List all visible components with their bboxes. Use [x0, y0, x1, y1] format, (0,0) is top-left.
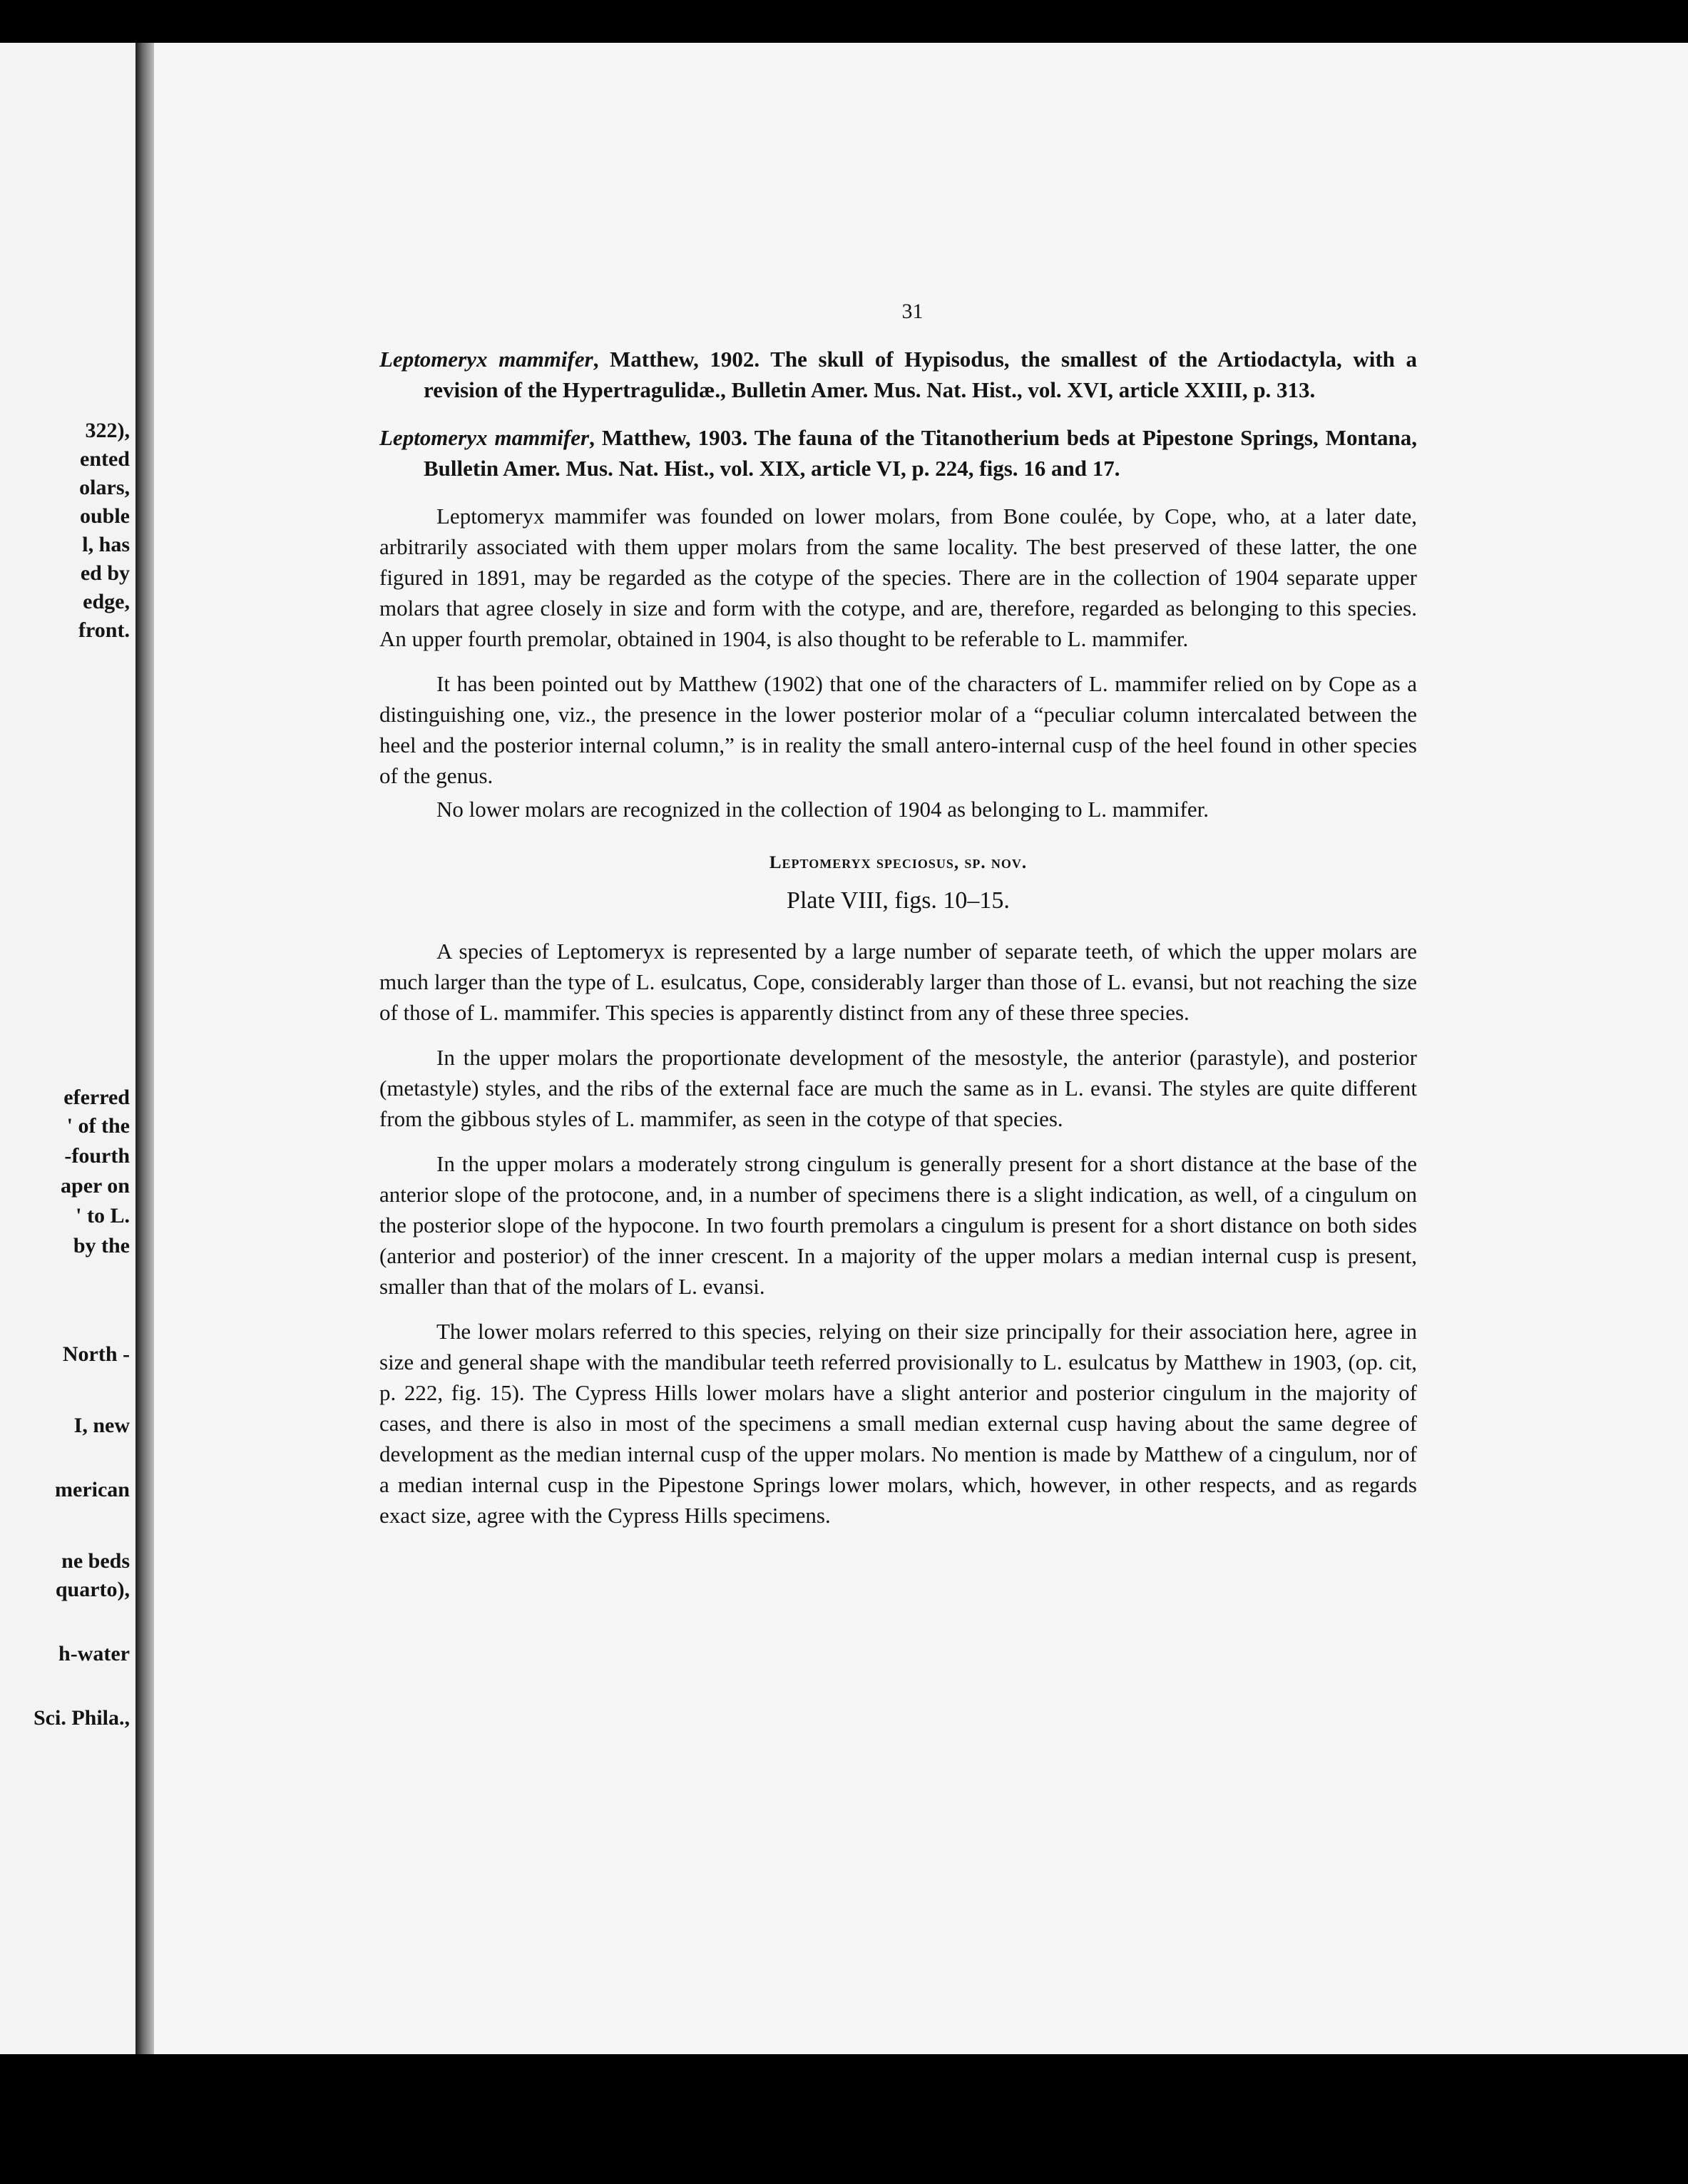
left-page-line: eferred: [63, 1086, 130, 1109]
left-page-line: l, has: [82, 533, 130, 556]
page-content: [379, 296, 1417, 1545]
left-page-line: h-water: [58, 1642, 130, 1665]
left-page-line: merican: [55, 1478, 130, 1501]
paragraph-6: In the upper molars a moderately strong cingulum is generally present for a short distance at the base of the anterior slope of the protocone, and, in a number of specimens there is a slight indication, as well, of a cingulum on the posterior slope of the hypocone. In two fourth premolars a cingulum is present for a short distance on both sides (anterior and posterior) of the inner crescent. In a majority of the upper molars a median internal cusp is present, smaller than that of the molars of L. evansi.: [379, 1151, 1417, 1299]
reference-2-text: , Matthew, 1903. The fauna of the Titanotherium beds at Pipestone Springs, Montana, Bulletin Amer. Mus. Nat. Hist., vol. XIX, article VI, p. 224, figs. 16 and 17.: [424, 425, 1417, 481]
reference-1-text: , Matthew, 1902. The skull of Hypisodus, the smallest of the Artiodactyla, with a revision of the Hypertragulidæ., Bulletin Amer. Mus. Nat. Hist., vol. XVI, article XXIII, p. 313.: [424, 347, 1417, 402]
section-heading: Leptomeryx speciosus, sp. nov.: [769, 853, 1028, 872]
paragraph-2: It has been pointed out by Matthew (1902) that one of the characters of L. mammifer relied on by Cope as a distinguishing one, viz., the presence in the lower posterior molar of a “peculiar column intercalated between the heel and the posterior internal column,” is in reality the small antero-internal cusp of the heel found in other species of the genus.: [379, 671, 1417, 788]
page-number: 31: [901, 300, 924, 323]
reference-2: [379, 422, 1417, 484]
left-page-line: olars,: [79, 476, 130, 499]
left-page-line: -fourth: [64, 1144, 130, 1168]
left-page-line: aper on: [61, 1174, 130, 1198]
left-page-line: by the: [73, 1234, 130, 1257]
left-page-line: ouble: [79, 504, 130, 528]
paragraph-1: Leptomeryx mammifer was founded on lower molars, from Bone coulée, by Cope, who, at a later date, arbitrarily associated with them upper molars from the same locality. The best preserved of these latter, the one figured in 1891, may be regarded as the cotype of the species. There are in the collection of 1904 separate upper molars that agree closely in size and form with the cotype, and are, therefore, regarded as belonging to this species. An upper fourth premolar, obtained in 1904, is also thought to be referable to L. mammifer.: [379, 504, 1417, 651]
book-gutter: [135, 43, 154, 2054]
reference-1: [379, 344, 1417, 405]
left-page-line: I, new: [73, 1414, 130, 1437]
left-page-line: ented: [80, 447, 130, 471]
left-page-line: ' to L.: [76, 1204, 130, 1228]
left-page-line: Sci. Phila.,: [33, 1706, 130, 1730]
left-page-line: North -: [62, 1342, 130, 1366]
main-page: [154, 43, 1688, 2054]
reference-1-species: Leptomeryx mammifer: [379, 347, 593, 372]
paragraph-4: A species of Leptomeryx is represented by a large number of separate teeth, of which the upper molars are much larger than the type of L. esulcatus, Cope, considerably larger than those of L. evansi, but not reaching the size of those of L. mammifer. This species is apparently distinct from any of these three species.: [379, 939, 1417, 1025]
left-page-line: ' of the: [66, 1114, 130, 1138]
left-facing-page: [0, 43, 135, 2054]
left-page-line: quarto),: [55, 1578, 130, 1601]
paragraph-7: The lower molars referred to this species, relying on their size principally for their association here, agree in size and general shape with the mandibular teeth referred provisionally to L. esulcatus by Matthew in 1903, (op. cit, p. 222, fig. 15). The Cypress Hills lower molars have a slight anterior and posterior cingulum in the majority of cases, and there is also in most of the specimens a small median external cusp having about the same degree of development as the median internal cusp of the upper molars. No mention is made by Matthew of a cingulum, nor of a median internal cusp in the Pipestone Springs lower molars, which, however, in other respects, and as regards exact size, agree with the Cypress Hills specimens.: [379, 1319, 1417, 1528]
left-page-line: front.: [78, 618, 130, 642]
left-page-line: ed by: [80, 561, 130, 585]
reference-2-species: Leptomeryx mammifer: [379, 425, 590, 450]
plate-reference: Plate VIII, figs. 10–15.: [787, 887, 1010, 914]
left-page-line: ne beds: [61, 1549, 130, 1573]
paragraph-5: In the upper molars the proportionate development of the mesostyle, the anterior (parastyle), and posterior (metastyle) styles, and the ribs of the external face are much the same as in L. evansi. The styles are quite different from the gibbous styles of L. mammifer, as seen in the cotype of that species.: [379, 1045, 1417, 1131]
left-page-line: 322),: [85, 419, 130, 442]
left-page-line: edge,: [83, 590, 130, 613]
paragraph-3: No lower molars are recognized in the collection of 1904 as belonging to L. mammifer.: [436, 797, 1209, 822]
